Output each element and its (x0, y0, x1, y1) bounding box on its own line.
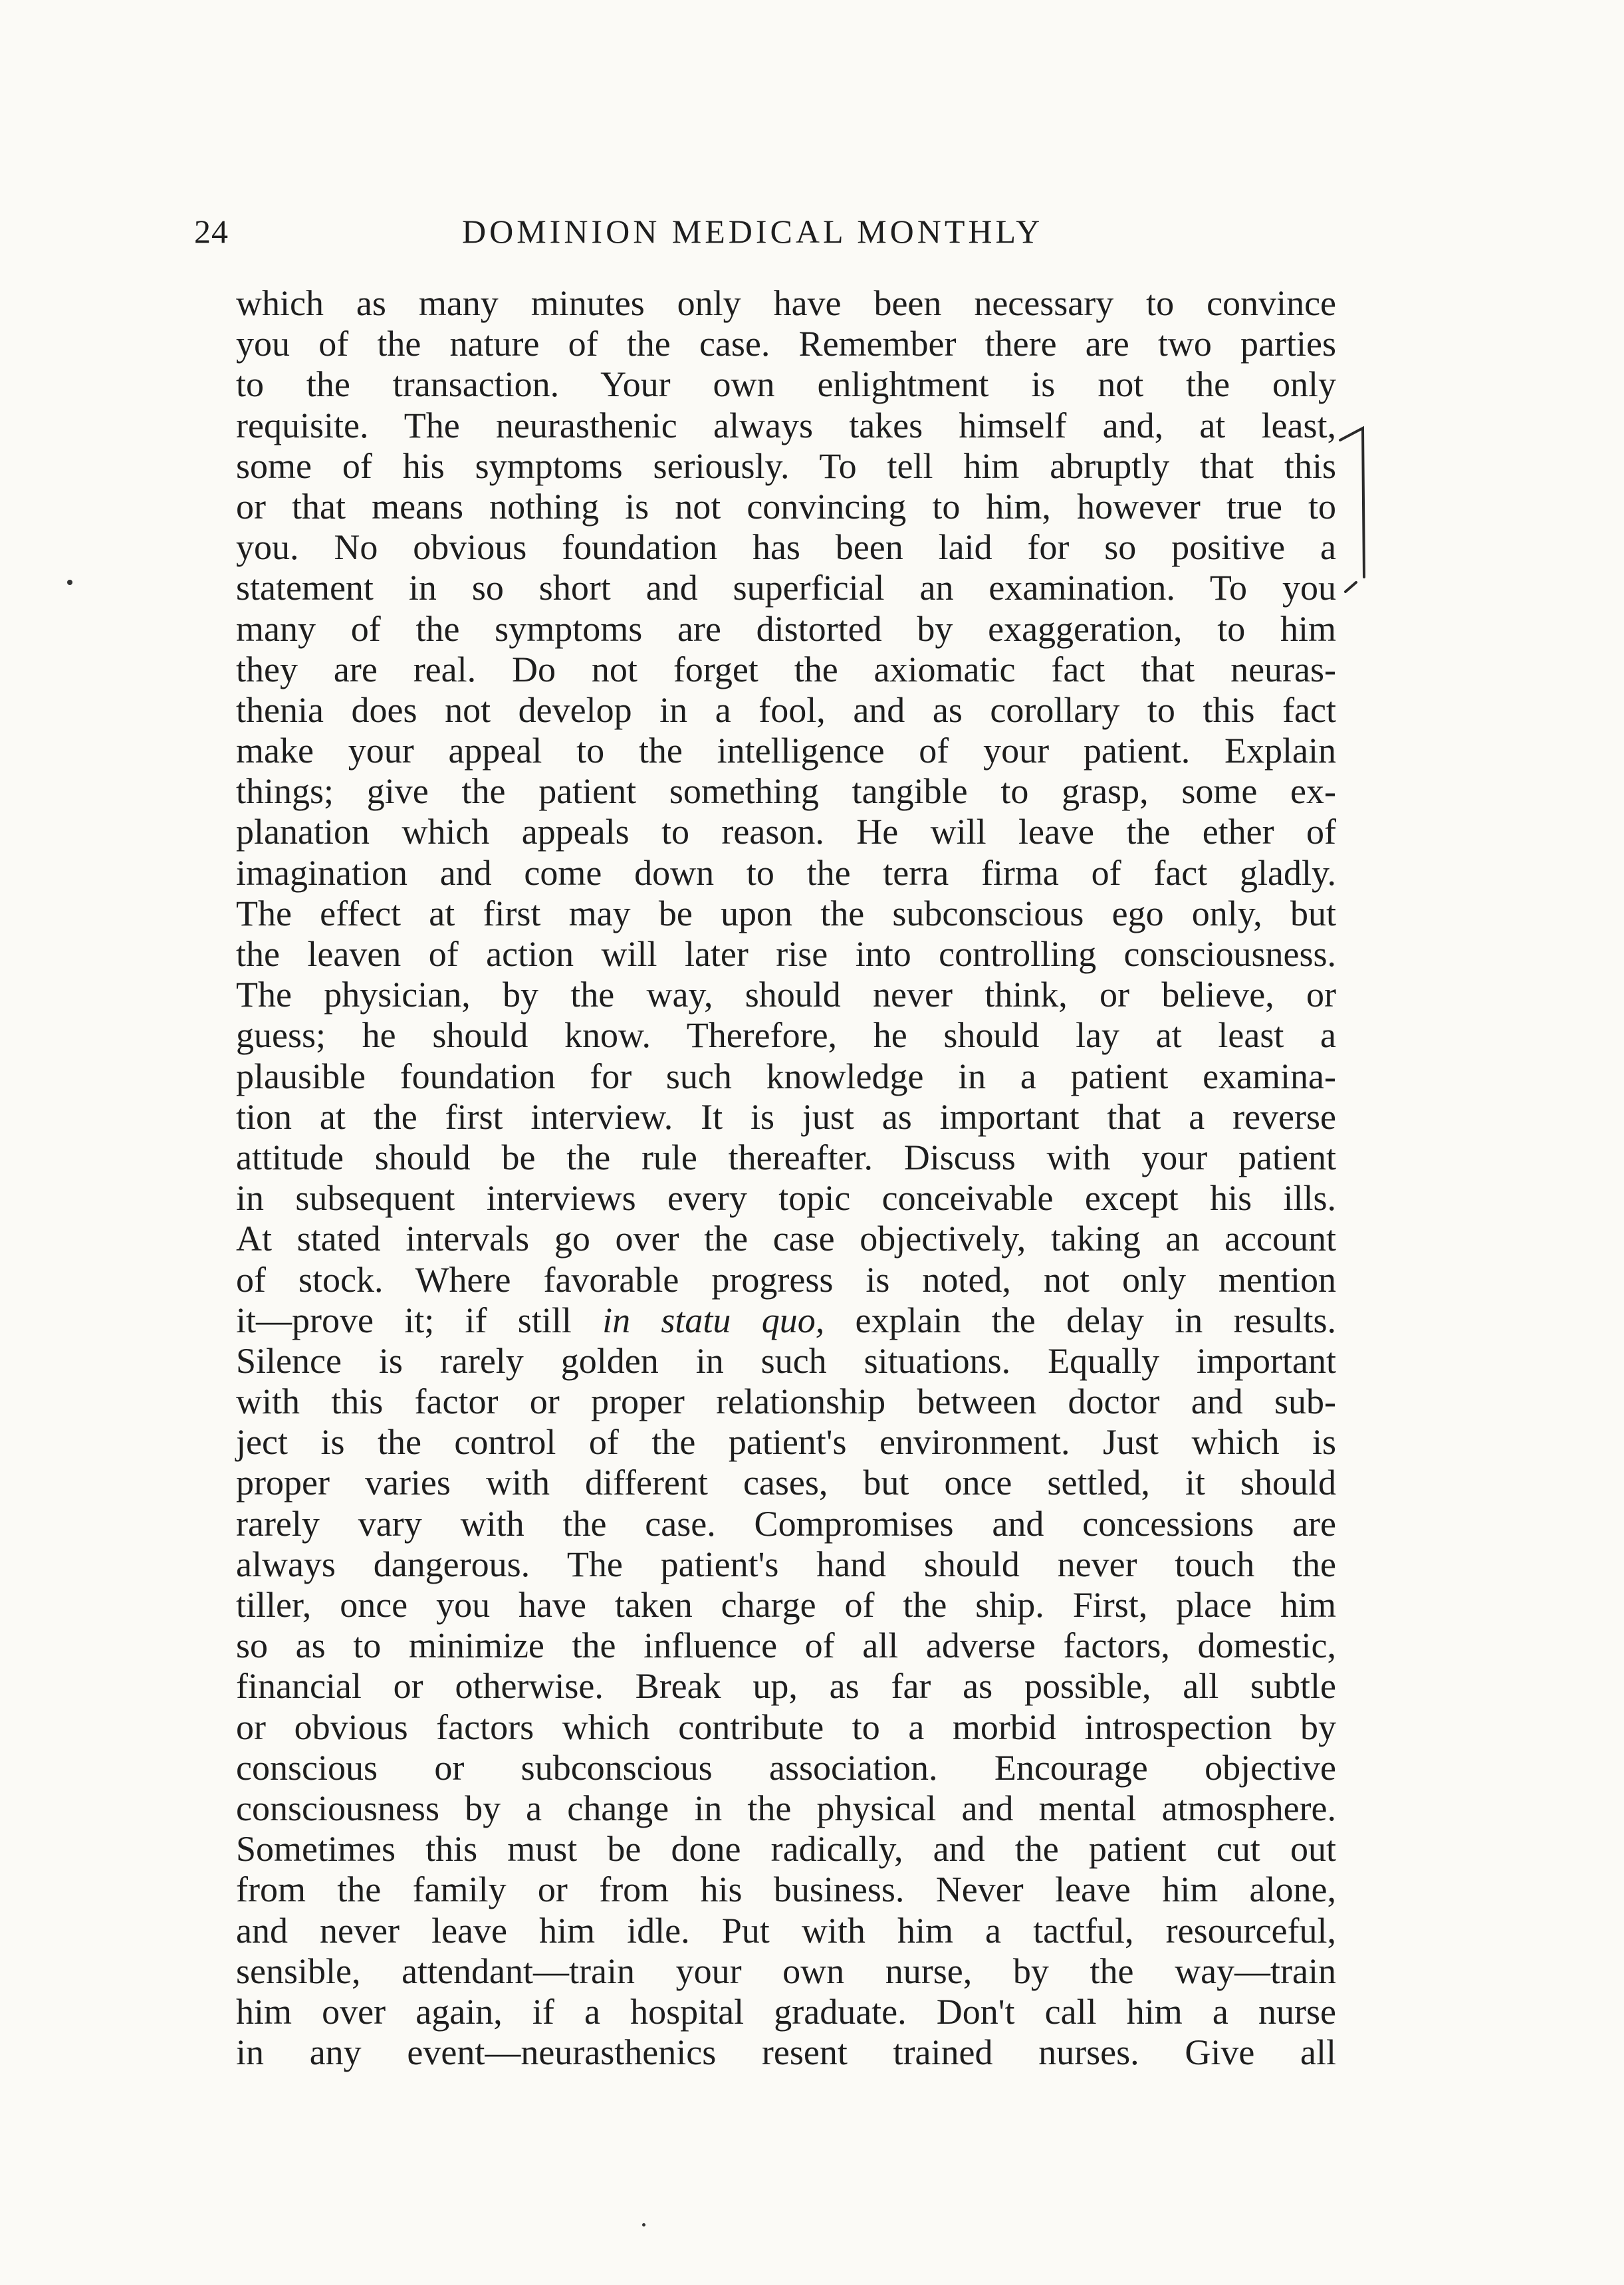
text-line: ject is the control of the patient's environment. Just which is (236, 1422, 1336, 1463)
text-segment: explain the delay in results. (824, 1300, 1337, 1340)
running-head: DOMINION MEDICAL MONTHLY (462, 213, 1044, 250)
text-line: or that means nothing is not convincing to him, however true to (236, 486, 1336, 527)
text-line: planation which appeals to reason. He will leave the ether of (236, 812, 1336, 852)
text-line: from the family or from his business. Never leave him alone, (236, 1869, 1336, 1910)
text-line: Silence is rarely golden in such situations. Equally important (236, 1340, 1336, 1381)
text-line: in any event—neurasthenics resent trained nurses. Give all (236, 2032, 1336, 2073)
text-line: proper varies with different cases, but once settled, it should (236, 1463, 1336, 1503)
text-line: they are real. Do not forget the axiomatic fact that neuras- (236, 649, 1336, 689)
text-line: The effect at first may be upon the subconscious ego only, but (236, 893, 1336, 933)
text-line: tion at the first interview. It is just as important that a reverse (236, 1096, 1336, 1137)
text-line: rarely vary with the case. Compromises and concessions are (236, 1503, 1336, 1544)
text-line: always dangerous. The patient's hand should never touch the (236, 1544, 1336, 1584)
text-line: requisite. The neurasthenic always takes himself and, at least, (236, 405, 1336, 445)
text-segment: it—prove it; if still (236, 1300, 603, 1340)
text-line: Sometimes this must be done radically, and the patient cut out (236, 1829, 1336, 1869)
text-line: tiller, once you have taken charge of the ship. First, place him (236, 1585, 1336, 1625)
text-line: many of the symptoms are distorted by exaggeration, to him (236, 608, 1336, 649)
page-number: 24 (194, 213, 229, 250)
text-line: At stated intervals go over the case objectively, taking an account (236, 1219, 1336, 1259)
text-line: attitude should be the rule thereafter. Discuss with your patient (236, 1137, 1336, 1177)
text-line (236, 1300, 1336, 1341)
text-line: thenia does not develop in a fool, and as corollary to this fact (236, 689, 1336, 730)
text-line: financial or otherwise. Break up, as far as possible, all subtle (236, 1666, 1336, 1707)
text-line: in subsequent interviews every topic conceivable except his ills. (236, 1178, 1336, 1219)
text-line: things; give the patient something tangible to grasp, some ex- (236, 771, 1336, 812)
text-line: the leaven of action will later rise into controlling consciousness. (236, 934, 1336, 974)
text-line: or obvious factors which contribute to a morbid introspection by (236, 1707, 1336, 1747)
text-line: you of the nature of the case. Remember there are two parties (236, 324, 1336, 364)
text-line: of stock. Where favorable progress is noted, not only mention (236, 1259, 1336, 1300)
text-line: statement in so short and superficial an examination. To you (236, 568, 1336, 608)
text-line: which as many minutes only have been necessary to convince (236, 283, 1336, 323)
text-line: plausible foundation for such knowledge in a patient examina- (236, 1056, 1336, 1096)
stray-mark (67, 580, 72, 585)
italic-phrase: in statu quo, (602, 1300, 825, 1340)
text-line: The physician, by the way, should never think, or believe, or (236, 975, 1336, 1015)
text-line: make your appeal to the intelligence of your patient. Explain (236, 731, 1336, 771)
body-text (236, 283, 1336, 2073)
text-line: sensible, attendant—train your own nurse, by the way—train (236, 1951, 1336, 1991)
text-line: conscious or subconscious association. Encourage objective (236, 1747, 1336, 1788)
margin-bracket-mark (1336, 425, 1389, 598)
text-line: guess; he should know. Therefore, he should lay at least a (236, 1015, 1336, 1056)
text-line: imagination and come down to the terra firma of fact gladly. (236, 852, 1336, 893)
text-line: you. No obvious foundation has been laid for so positive a (236, 527, 1336, 568)
text-line: consciousness by a change in the physical and mental atmosphere. (236, 1788, 1336, 1828)
text-line: so as to minimize the influence of all adverse factors, domestic, (236, 1625, 1336, 1666)
text-line: with this factor or proper relationship between doctor and sub- (236, 1382, 1336, 1422)
text-line: and never leave him idle. Put with him a tactful, resourceful, (236, 1910, 1336, 1951)
text-line: him over again, if a hospital graduate. Don't call him a nurse (236, 1991, 1336, 2032)
stray-mark (642, 2223, 645, 2226)
text-line: to the transaction. Your own enlightment is not the only (236, 364, 1336, 405)
text-line: some of his symptoms seriously. To tell him abruptly that this (236, 445, 1336, 486)
